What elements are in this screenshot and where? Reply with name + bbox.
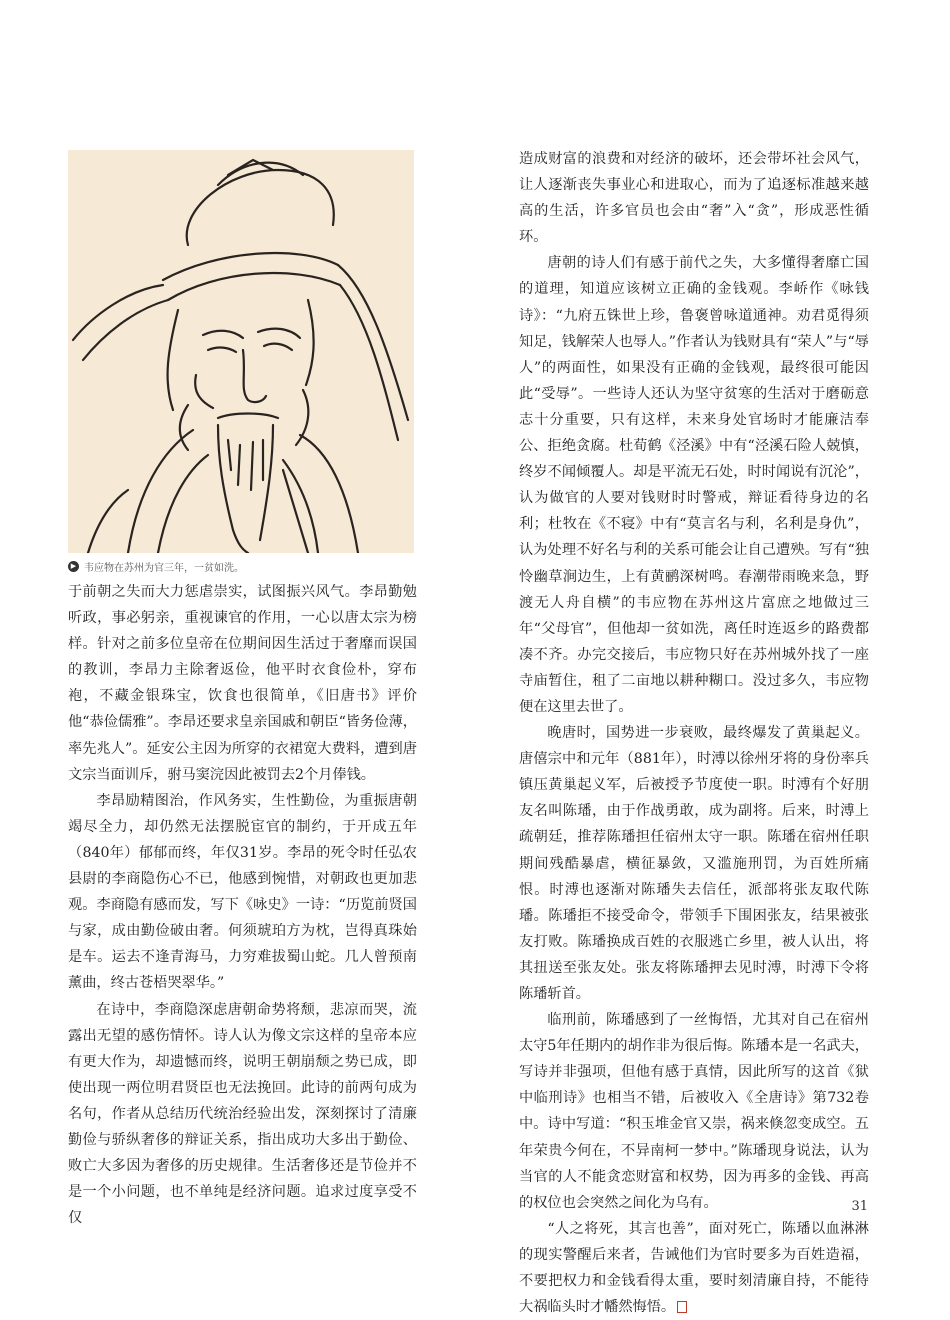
arrow-circle-icon: ▶ xyxy=(68,561,79,572)
paragraph: 于前朝之失而大力惩虐崇实，试图振兴风气。李昂勤勉听政，事必躬亲，重视谏官的作用，一心以唐太宗为榜样。针对之前多位皇帝在位期间因生活过于奢靡而误国的教训，李昂力主除奢返俭，他平时衣食俭朴，穿布袍，不藏金银珠宝，饮食也很简单，《旧唐书》评价他“恭俭儒雅”。李昂还要求皇亲国戚和朝臣“皆务俭薄，率先兆人”。延安公主因为所穿的衣裙宽大费料，遭到唐文宗当面训斥，驸马窦浣因此被罚去2个月俸钱。 xyxy=(68,584,417,783)
paragraph: 唐朝的诗人们有感于前代之失，大多懂得奢靡亡国的道理，知道应该树立正确的金钱观。李峤作《咏钱诗》：“九府五铢世上珍，鲁褒曾咏道通神。劝君觅得须知足，钱解荣人也辱人。”作者认为钱财具有“荣人”与“辱人”的两面性，如果没有正确的金钱观，最终很可能因此“受辱”。一些诗人还认为坚守贫寒的生活对于磨砺意志十分重要，只有这样，未来身处官场时才能廉洁奉公、拒绝贪腐。杜荀鹤《泾溪》中有“泾溪石险人兢慎，终岁不闻倾覆人。却是平流无石处，时时闻说有沉沦”，认为做官的人要对钱财时时警戒，辩证看待身边的名利；杜牧在《不寝》中有“莫言名与利，名利是身仇”，认为处理不好名与利的关系可能会让自己遭殃。写有“独怜幽草涧边生，上有黄鹂深树鸣。春潮带雨晚来急，野渡无人舟自横”的韦应物在苏州这片富庶之地做过三年“父母官”，但他却一贫如洗，离任时连返乡的路费都凑不齐。办完交接后，韦应物只好在苏州城外找了一座寺庙暂住，租了二亩地以耕种糊口。没过多久，韦应物便在这里去世了。 xyxy=(519,255,869,715)
end-mark-icon xyxy=(677,1301,687,1313)
paragraph: 在诗中，李商隐深虑唐朝命势将颓，悲凉而哭，流露出无望的感伤情怀。诗人认为像文宗这样的皇帝本应有更大作为，却遗憾而终，说明王朝崩颓之势已成，即使出现一两位明君贤臣也无法挽回。此诗的前两句成为名句，作者从总结历代统治经验出发，深刻探讨了清廉勤俭与骄纵奢侈的辩证关系，指出成功大多出于勤俭、败亡大多因为奢侈的历史规律。生活奢侈还是节俭并不是一个小问题，也不单纯是经济问题。追求过度享受不仅 xyxy=(68,1001,417,1227)
paragraph: 晚唐时，国势进一步衰败，最终爆发了黄巢起义。唐僖宗中和元年（881年），时溥以徐州牙将的身份率兵镇压黄巢起义军，后被授予节度使一职。时溥有个好朋友名叫陈璠，由于作战勇敢，成为副将。后来，时溥上疏朝廷，推荐陈璠担任宿州太守一职。陈璠在宿州任职期间残酷暴虐，横征暴敛，又滥施刑罚，为百姓所痛恨。时溥也逐渐对陈璠失去信任，派部将张友取代陈璠。陈璠拒不接受命令，带领手下围困张友，结果被张友打败。陈璠换成百姓的衣服逃亡乡里，被人认出，将其扭送至张友处。张友将陈璠押去见时溥，时溥下令将陈璠斩首。 xyxy=(519,725,869,1002)
paragraph: 造成财富的浪费和对经济的破坏，还会带坏社会风气，让人逐渐丧失事业心和进取心，而为了追逐标准越来越高的生活，许多官员也会由“奢”入“贪”，形成恶性循环。 xyxy=(519,151,869,246)
last-paragraph xyxy=(519,1216,869,1320)
figure-caption-text: 韦应物在苏州为官三年，一贫如洗。 xyxy=(84,562,244,574)
right-column xyxy=(519,146,869,1320)
portrait-illustration xyxy=(68,150,414,553)
portrait-drawing xyxy=(68,150,414,553)
figure-caption xyxy=(68,556,414,576)
page-number: 31 xyxy=(851,1199,868,1214)
paragraph: 临刑前，陈璠感到了一丝悔悟，尤其对自己在宿州太守5年任期内的胡作非为很后悔。陈璠本是一名武夫，写诗并非强项，但他有感于真情，因此所写的这首《狱中临刑诗》也相当不错，后被收入《全唐诗》第732卷中。诗中写道：“积玉堆金官又崇，祸来倏忽变成空。五年荣贵今何在，不异南柯一梦中。”陈璠现身说法，认为当官的人不能贪恋财富和权势，因为再多的金钱、再高的权位也会突然之间化为乌有。 xyxy=(519,1012,869,1211)
left-column xyxy=(68,579,417,1231)
paragraph-text: “人之将死，其言也善”，面对死亡，陈璠以血淋淋的现实警醒后来者，告诫他们为官时要多为百姓造福，不要把权力和金钱看得太重，要时刻清廉自持，不能待大祸临头时才幡然悔悟。 xyxy=(519,1220,869,1316)
paragraph: 李昂励精图治，作风务实，生性勤俭，为重振唐朝竭尽全力，却仍然无法摆脱宦官的制约，于开成五年（840年）郁郁而终，年仅31岁。李昂的死令时任弘农县尉的李商隐伤心不已，他感到惋惜，对朝政也更加悲观。李商隐有感而发，写下《咏史》一诗：“历览前贤国与家，成由勤俭破由奢。何须琥珀方为枕，岂得真珠始是车。运去不逢青海马，力穷难拔蜀山蛇。几人曾预南薰曲，终古苍梧哭翠华。” xyxy=(68,792,417,992)
